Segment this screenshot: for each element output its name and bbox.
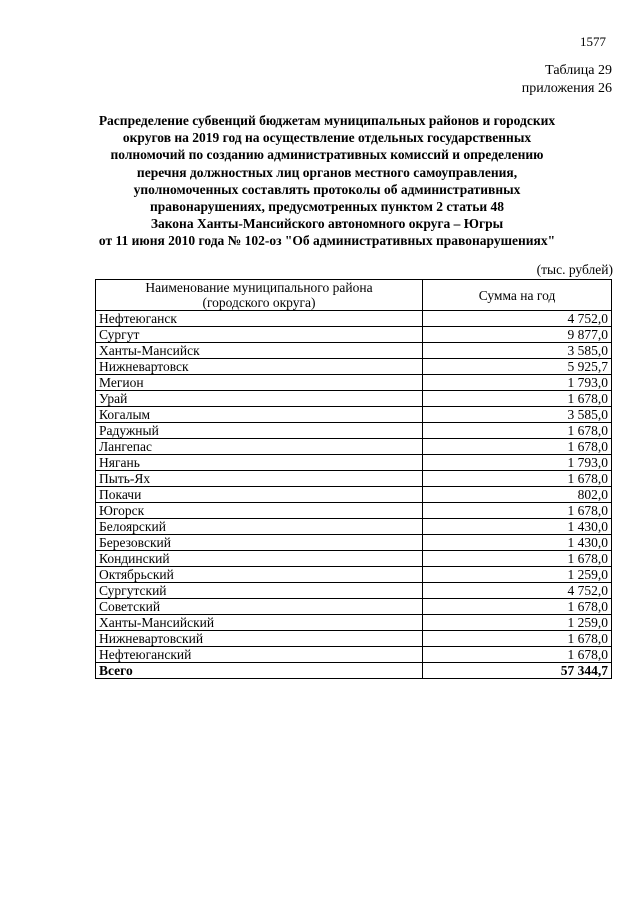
table-row: [96, 359, 612, 375]
annual-sum: 1 430,0: [423, 519, 612, 535]
table-row: [96, 535, 612, 551]
municipality-name: Нижневартовск: [96, 359, 423, 375]
document-title: [60, 112, 594, 250]
municipality-name: Мегион: [96, 375, 423, 391]
municipality-name: Белоярский: [96, 519, 423, 535]
title-line: полномочий по созданию административных комиссий и определению: [110, 147, 544, 163]
municipality-name: Октябрьский: [96, 567, 423, 583]
annual-sum: 1 678,0: [423, 391, 612, 407]
title-line: Распределение субвенций бюджетам муниципальных районов и городских: [98, 113, 556, 128]
annual-sum: 1 678,0: [423, 551, 612, 567]
table-row: [96, 583, 612, 599]
annual-sum: 1 678,0: [423, 503, 612, 519]
table-row: [96, 647, 612, 663]
table-reference-line: приложения 26: [521, 81, 612, 96]
annual-sum: 1 678,0: [423, 647, 612, 663]
units-label: (тыс. рублей): [536, 262, 613, 277]
column-header-name-line: Наименование муниципального района: [145, 280, 373, 295]
annual-sum: 1 678,0: [423, 599, 612, 615]
table-row: [96, 391, 612, 407]
table-body: [96, 311, 612, 679]
municipality-name: Когалым: [96, 407, 423, 423]
annual-sum: 5 925,7: [423, 359, 612, 375]
table-row: [96, 407, 612, 423]
annual-sum: 3 585,0: [423, 407, 612, 423]
municipality-name: Урай: [96, 391, 423, 407]
title-line: перечня должностных лиц органов местного самоуправления,: [136, 164, 518, 180]
table-row: [96, 471, 612, 487]
table-row: [96, 567, 612, 583]
annual-sum: 1 678,0: [423, 423, 612, 439]
annual-sum: 802,0: [423, 487, 612, 503]
table-row: [96, 615, 612, 631]
municipality-name: Кондинский: [96, 551, 423, 567]
table-reference-line: Таблица 29: [545, 63, 612, 78]
title-line: от 11 июня 2010 года № 102-оз "Об административных правонарушениях": [98, 233, 556, 249]
annual-sum: 9 877,0: [423, 327, 612, 343]
annual-sum: 1 678,0: [423, 471, 612, 487]
table-header-row: [96, 280, 612, 311]
annual-sum: 1 793,0: [423, 455, 612, 471]
municipality-name: Сургут: [96, 327, 423, 343]
table-row: [96, 551, 612, 567]
table-row: [96, 519, 612, 535]
annual-sum: 1 430,0: [423, 535, 612, 551]
table-row: [96, 599, 612, 615]
annual-sum: 1 793,0: [423, 375, 612, 391]
table-row: [96, 503, 612, 519]
municipality-name: Сургутский: [96, 583, 423, 599]
municipality-name: Покачи: [96, 487, 423, 503]
title-line: правонарушениях, предусмотренных пунктом 2 статьи 48: [149, 199, 505, 215]
annual-sum: 1 678,0: [423, 631, 612, 647]
municipality-name: Пыть-Ях: [96, 471, 423, 487]
municipality-name: Советский: [96, 599, 423, 615]
table-row: [96, 423, 612, 439]
column-header-sum: Сумма на год: [423, 280, 612, 311]
table-total-row: [96, 663, 612, 679]
title-line: Закона Ханты-Мансийского автономного округа – Югры: [150, 216, 504, 232]
table-row: [96, 439, 612, 455]
total-value: 57 344,7: [423, 663, 612, 679]
annual-sum: 4 752,0: [423, 311, 612, 327]
table-row: [96, 327, 612, 343]
table-reference: [522, 62, 612, 98]
annual-sum: 1 678,0: [423, 439, 612, 455]
table-row: [96, 343, 612, 359]
municipality-name: Ханты-Мансийский: [96, 615, 423, 631]
table-row: [96, 375, 612, 391]
municipality-name: Нефтеюганск: [96, 311, 423, 327]
municipality-name: Нижневартовский: [96, 631, 423, 647]
column-header-name-line: (городского округа): [202, 295, 316, 310]
municipality-name: Радужный: [96, 423, 423, 439]
title-line: уполномоченных составлять протоколы об административных: [133, 181, 521, 197]
annual-sum: 1 259,0: [423, 615, 612, 631]
table-row: [96, 487, 612, 503]
municipality-name: Нефтеюганский: [96, 647, 423, 663]
total-label: Всего: [96, 663, 423, 679]
municipality-name: Березовский: [96, 535, 423, 551]
table-row: [96, 311, 612, 327]
subsidy-table: [95, 279, 612, 679]
table-row: [96, 455, 612, 471]
page-number: 1577: [580, 34, 606, 49]
table-row: [96, 631, 612, 647]
title-line: округов на 2019 год на осуществление отдельных государственных: [122, 130, 532, 146]
municipality-name: Ханты-Мансийск: [96, 343, 423, 359]
annual-sum: 4 752,0: [423, 583, 612, 599]
municipality-name: Югорск: [96, 503, 423, 519]
annual-sum: 3 585,0: [423, 343, 612, 359]
municipality-name: Лангепас: [96, 439, 423, 455]
column-header-name: [96, 280, 423, 311]
annual-sum: 1 259,0: [423, 567, 612, 583]
municipality-name: Нягань: [96, 455, 423, 471]
